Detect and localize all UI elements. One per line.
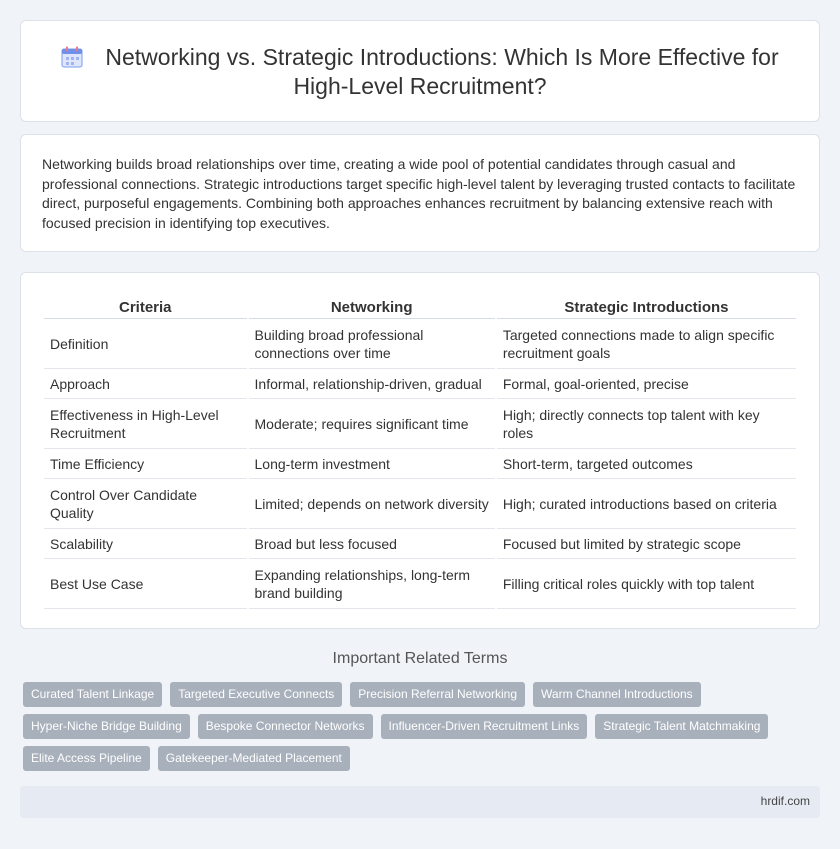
related-term-tag[interactable]: Curated Talent Linkage xyxy=(23,682,162,707)
table-cell: Control Over Candidate Quality xyxy=(44,479,247,529)
table-cell: Effectiveness in High-Level Recruitment xyxy=(44,399,247,449)
table-cell: Filling critical roles quickly with top talent xyxy=(497,559,796,609)
related-terms-list xyxy=(23,682,813,778)
table-cell: Definition xyxy=(44,319,247,369)
table-cell: Best Use Case xyxy=(44,559,247,609)
related-term-tag[interactable]: Influencer-Driven Recruitment Links xyxy=(381,714,588,739)
table-cell: High; curated introductions based on criteria xyxy=(497,479,796,529)
comparison-card xyxy=(20,272,820,629)
table-cell: Expanding relationships, long-term brand building xyxy=(249,559,495,609)
table-cell: Targeted connections made to align specific recruitment goals xyxy=(497,319,796,369)
related-term-tag[interactable]: Elite Access Pipeline xyxy=(23,746,150,771)
table-cell: Broad but less focused xyxy=(249,529,495,559)
table-cell: Approach xyxy=(44,369,247,399)
table-cell: Scalability xyxy=(44,529,247,559)
table-cell: Building broad professional connections over time xyxy=(249,319,495,369)
table-cell: Short-term, targeted outcomes xyxy=(497,449,796,479)
related-term-tag[interactable]: Targeted Executive Connects xyxy=(170,682,342,707)
footer-site-link[interactable]: hrdif.com xyxy=(760,794,810,808)
table-cell: Focused but limited by strategic scope xyxy=(497,529,796,559)
title-card xyxy=(20,20,820,122)
footer xyxy=(20,786,820,818)
related-term-tag[interactable]: Strategic Talent Matchmaking xyxy=(595,714,768,739)
related-term-tag[interactable]: Bespoke Connector Networks xyxy=(198,714,373,739)
related-term-tag[interactable]: Gatekeeper-Mediated Placement xyxy=(158,746,350,771)
related-term-tag[interactable]: Warm Channel Introductions xyxy=(533,682,701,707)
calendar-icon xyxy=(61,46,83,68)
table-cell: Long-term investment xyxy=(249,449,495,479)
header-networking: Networking xyxy=(249,297,495,319)
page-title-wrap xyxy=(21,43,819,101)
page-title: Networking vs. Strategic Introductions: Which Is More Effective for High-Level Recruitment? xyxy=(105,44,779,99)
summary-text: Networking builds broad relationships over time, creating a wide pool of potential candidates through casual and professional connections. Strategic introductions target specific high-level talent by leveraging trusted contacts to facilitate direct, purposeful engagements. Combining both approaches enhances recruitment by balancing extensive reach with focused precision in identifying top executives. xyxy=(42,156,796,231)
table-cell: Limited; depends on network diversity xyxy=(249,479,495,529)
related-term-tag[interactable]: Precision Referral Networking xyxy=(350,682,525,707)
table-cell: High; directly connects top talent with key roles xyxy=(497,399,796,449)
table-row xyxy=(44,399,796,449)
table-row xyxy=(44,529,796,559)
table-row xyxy=(44,319,796,369)
table-row xyxy=(44,449,796,479)
header-strategic-introductions: Strategic Introductions xyxy=(497,297,796,319)
table-cell: Moderate; requires significant time xyxy=(249,399,495,449)
table-cell: Informal, relationship-driven, gradual xyxy=(249,369,495,399)
table-header-row xyxy=(44,297,796,319)
table-row xyxy=(44,369,796,399)
table-cell: Time Efficiency xyxy=(44,449,247,479)
summary-card xyxy=(20,134,820,252)
related-terms-heading: Important Related Terms xyxy=(332,650,508,667)
related-term-tag[interactable]: Hyper-Niche Bridge Building xyxy=(23,714,190,739)
table-row xyxy=(44,479,796,529)
comparison-table xyxy=(42,297,798,609)
table-row xyxy=(44,559,796,609)
table-cell: Formal, goal-oriented, precise xyxy=(497,369,796,399)
header-criteria: Criteria xyxy=(44,297,247,319)
